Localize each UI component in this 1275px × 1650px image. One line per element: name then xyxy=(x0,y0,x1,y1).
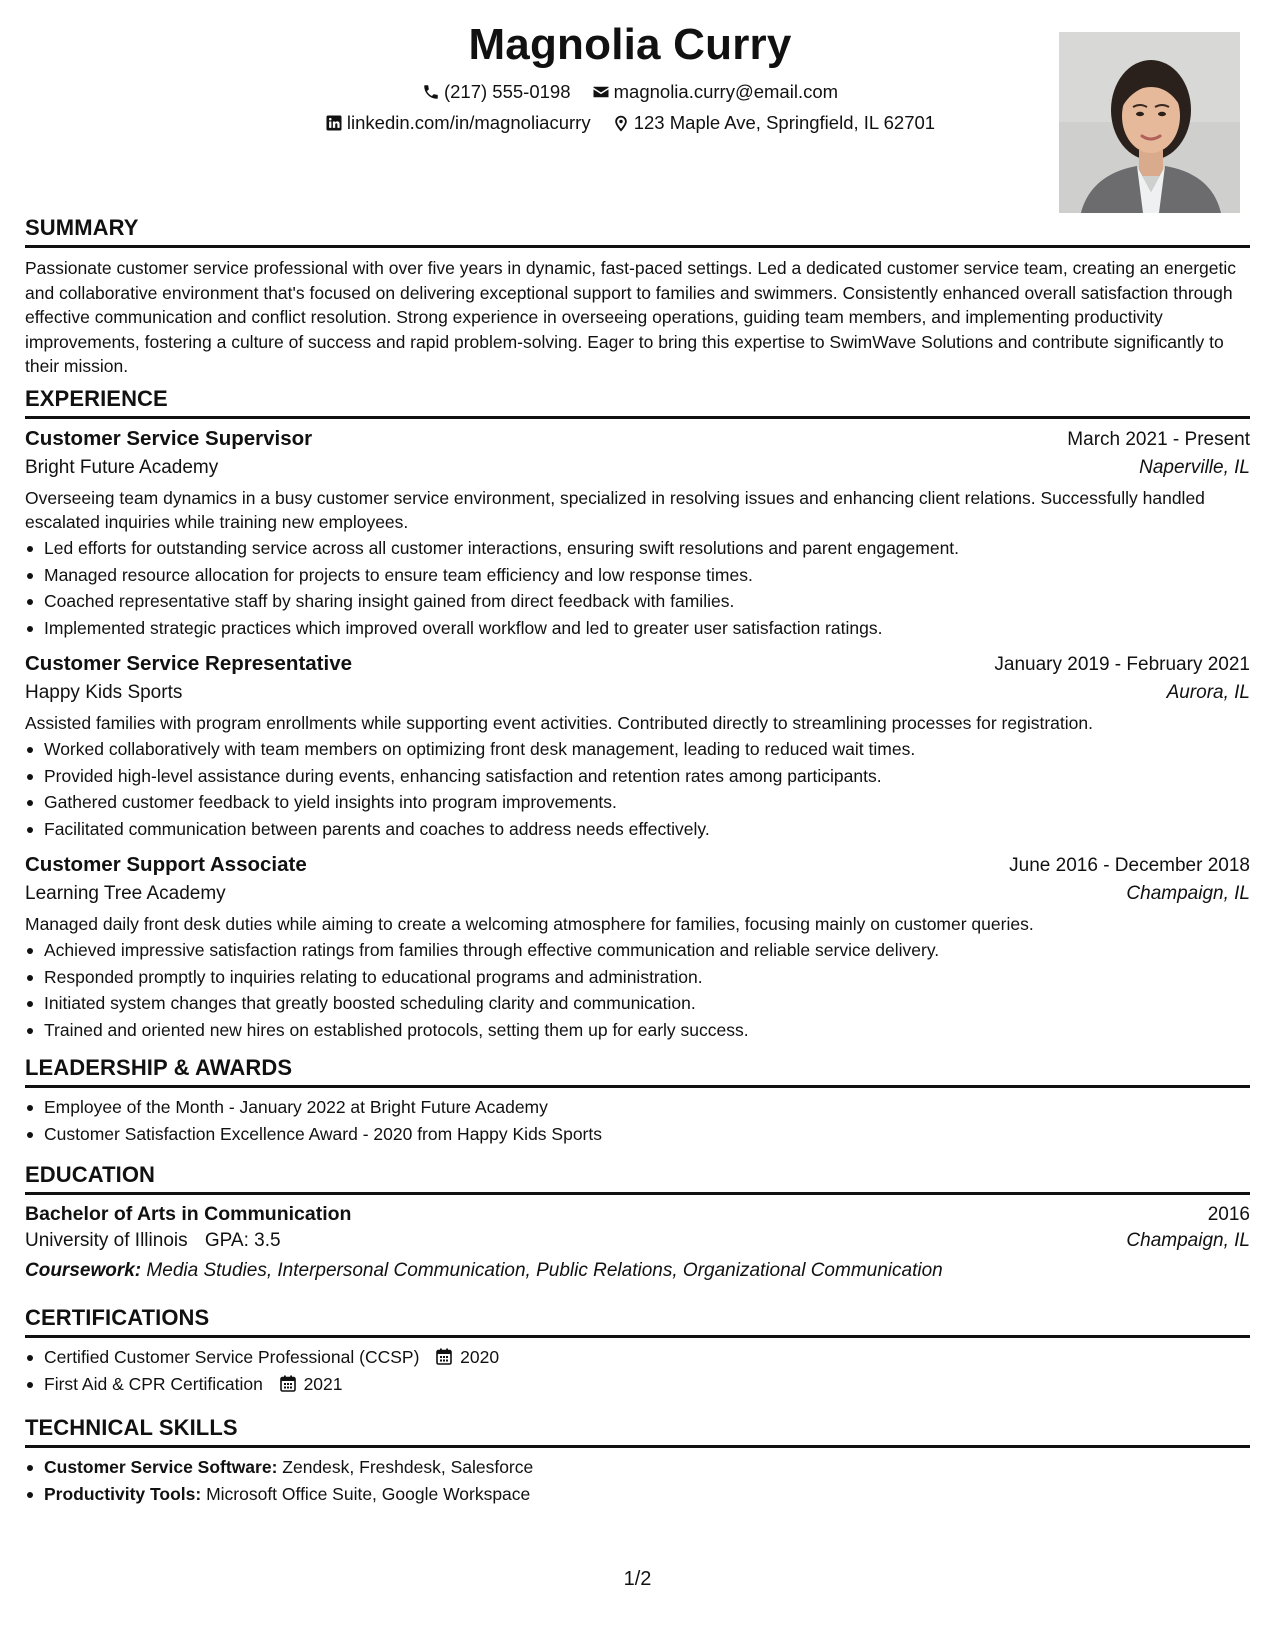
skills-list xyxy=(25,1454,1250,1507)
job-entry xyxy=(25,853,1250,1043)
portrait-image xyxy=(1059,32,1240,213)
summary-section xyxy=(25,215,1250,379)
job-company: Learning Tree Academy xyxy=(25,883,226,904)
bullet-item: Facilitated communication between parents and coaches to address needs effectively. xyxy=(25,816,1250,843)
education-section xyxy=(25,1162,1250,1282)
graduation-year: 2016 xyxy=(1207,1204,1250,1225)
certification-year: 2020 xyxy=(460,1347,500,1367)
experience-section xyxy=(25,386,1250,419)
calendar-icon xyxy=(436,1348,452,1365)
profile-photo xyxy=(1059,32,1240,213)
skill-value: Zendesk, Freshdesk, Salesforce xyxy=(282,1457,534,1477)
certifications-section xyxy=(25,1305,1250,1397)
bullet-item: Implemented strategic practices which improved overall workflow and led to greater user satisfaction ratings. xyxy=(25,615,1250,642)
certification-name: Certified Customer Service Professional (CCSP) xyxy=(44,1347,420,1367)
bullet-item: Initiated system changes that greatly boosted scheduling clarity and communication. xyxy=(25,990,1250,1017)
section-title-summary: SUMMARY xyxy=(25,215,1250,248)
skills-section xyxy=(25,1415,1250,1507)
phone-contact xyxy=(422,81,571,103)
envelope-icon xyxy=(592,83,610,101)
job-title: Customer Support Associate xyxy=(25,853,307,876)
job-entry xyxy=(25,652,1250,842)
phone-icon xyxy=(422,83,440,101)
job-bullets xyxy=(25,937,1250,1043)
certification-year: 2021 xyxy=(303,1373,343,1394)
skill-item xyxy=(25,1454,1250,1481)
candidate-name: Magnolia Curry xyxy=(468,20,792,69)
job-dates: January 2019 - February 2021 xyxy=(994,654,1250,675)
job-dates: June 2016 - December 2018 xyxy=(1009,855,1250,876)
job-dates: March 2021 - Present xyxy=(1067,429,1250,450)
gpa: GPA: 3.5 xyxy=(204,1230,281,1251)
job-description: Overseeing team dynamics in a busy customer service environment, specialized in resolving issues and enhancing client relations. Successfully handled escalated inquiries while training new employees. xyxy=(25,488,1205,532)
awards-list xyxy=(25,1094,1250,1147)
certification-item xyxy=(25,1371,1250,1398)
coursework-label: Coursework: xyxy=(25,1260,142,1281)
bullet-item: Led efforts for outstanding service across all customer interactions, ensuring swift resolutions and parent engagement. xyxy=(25,535,1250,562)
certifications-list xyxy=(25,1344,1250,1397)
resume-header xyxy=(0,0,1275,200)
section-title-skills: TECHNICAL SKILLS xyxy=(25,1415,1250,1448)
phone-number: (217) 555-0198 xyxy=(443,81,571,102)
skill-value: Microsoft Office Suite, Google Workspace xyxy=(206,1483,531,1504)
job-entry xyxy=(25,427,1250,641)
skill-label: Customer Service Software: xyxy=(44,1457,278,1477)
certification-item xyxy=(25,1344,1250,1371)
awards-section xyxy=(25,1055,1250,1147)
job-company: Happy Kids Sports xyxy=(25,682,183,703)
job-company: Bright Future Academy xyxy=(25,457,219,478)
linkedin-icon xyxy=(325,114,343,132)
map-pin-icon xyxy=(612,114,630,132)
job-location: Champaign, IL xyxy=(1126,883,1250,904)
job-description: Assisted families with program enrollments while supporting event activities. Contributed directly to streamlining processes for registration. xyxy=(25,713,1093,733)
job-description: Managed daily front desk duties while aiming to create a welcoming atmosphere for families, focusing mainly on customer queries. xyxy=(25,914,1034,934)
certification-name: First Aid & CPR Certification xyxy=(44,1373,263,1394)
bullet-item: Worked collaboratively with team members on optimizing front desk management, leading to reduced wait times. xyxy=(25,736,1250,763)
bullet-item: Coached representative staff by sharing insight gained from direct feedback with families. xyxy=(25,588,1250,615)
degree-name: Bachelor of Arts in Communication xyxy=(25,1203,352,1225)
award-item: Customer Satisfaction Excellence Award - 2020 from Happy Kids Sports xyxy=(25,1121,1250,1148)
section-title-awards: LEADERSHIP & AWARDS xyxy=(25,1055,1250,1088)
bullet-item: Responded promptly to inquiries relating to educational programs and administration. xyxy=(25,964,1250,991)
job-bullets xyxy=(25,736,1250,842)
page-number: 1/2 xyxy=(623,1568,652,1590)
skill-label: Productivity Tools: xyxy=(44,1483,202,1504)
skill-item xyxy=(25,1481,1250,1508)
address-contact xyxy=(612,112,935,134)
email-address[interactable]: magnolia.curry@email.com xyxy=(613,81,839,102)
job-location: Naperville, IL xyxy=(1139,457,1250,478)
coursework-list: Media Studies, Interpersonal Communication, Public Relations, Organizational Communication xyxy=(146,1260,943,1281)
street-address: 123 Maple Ave, Springfield, IL 62701 xyxy=(633,112,936,133)
bullet-item: Provided high-level assistance during events, enhancing satisfaction and retention rates among participants. xyxy=(25,763,1250,790)
summary-text: Passionate customer service professional with over five years in dynamic, fast-paced settings. Led a dedicated customer service team, creating an energetic and collaborative environment that's focused on delivering exceptional support to families and swimmers. Consistently enhanced overall satisfaction through effective communication and conflict resolution. Strong experience in overseeing operations, guiding team members, and implementing productivity improvements, fostering a culture of success and rapid problem-solving. Eager to bring this expertise to SwimWave Solutions and contribute significantly to their mission. xyxy=(25,258,1237,376)
section-title-experience: EXPERIENCE xyxy=(25,386,1250,419)
calendar-icon xyxy=(280,1375,296,1392)
school-name: University of Illinois xyxy=(25,1230,188,1251)
job-bullets xyxy=(25,535,1250,641)
coursework xyxy=(25,1260,1250,1282)
linkedin-url[interactable]: linkedin.com/in/magnoliacurry xyxy=(346,112,591,133)
job-location: Aurora, IL xyxy=(1166,682,1250,703)
linkedin-contact[interactable] xyxy=(325,112,591,134)
section-title-certifications: CERTIFICATIONS xyxy=(25,1305,1250,1338)
bullet-item: Achieved impressive satisfaction ratings from families through effective communication and reliable service delivery. xyxy=(25,937,1250,964)
school-location: Champaign, IL xyxy=(1126,1230,1250,1251)
job-title: Customer Service Representative xyxy=(25,652,353,675)
bullet-item: Gathered customer feedback to yield insights into program improvements. xyxy=(25,789,1250,816)
section-title-education: EDUCATION xyxy=(25,1162,1250,1195)
bullet-item: Managed resource allocation for projects to ensure team efficiency and low response times. xyxy=(25,562,1250,589)
bullet-item: Trained and oriented new hires on established protocols, setting them up for early success. xyxy=(25,1017,1250,1044)
job-title: Customer Service Supervisor xyxy=(25,427,313,450)
email-contact[interactable] xyxy=(592,81,838,103)
award-item: Employee of the Month - January 2022 at Bright Future Academy xyxy=(25,1094,1250,1121)
